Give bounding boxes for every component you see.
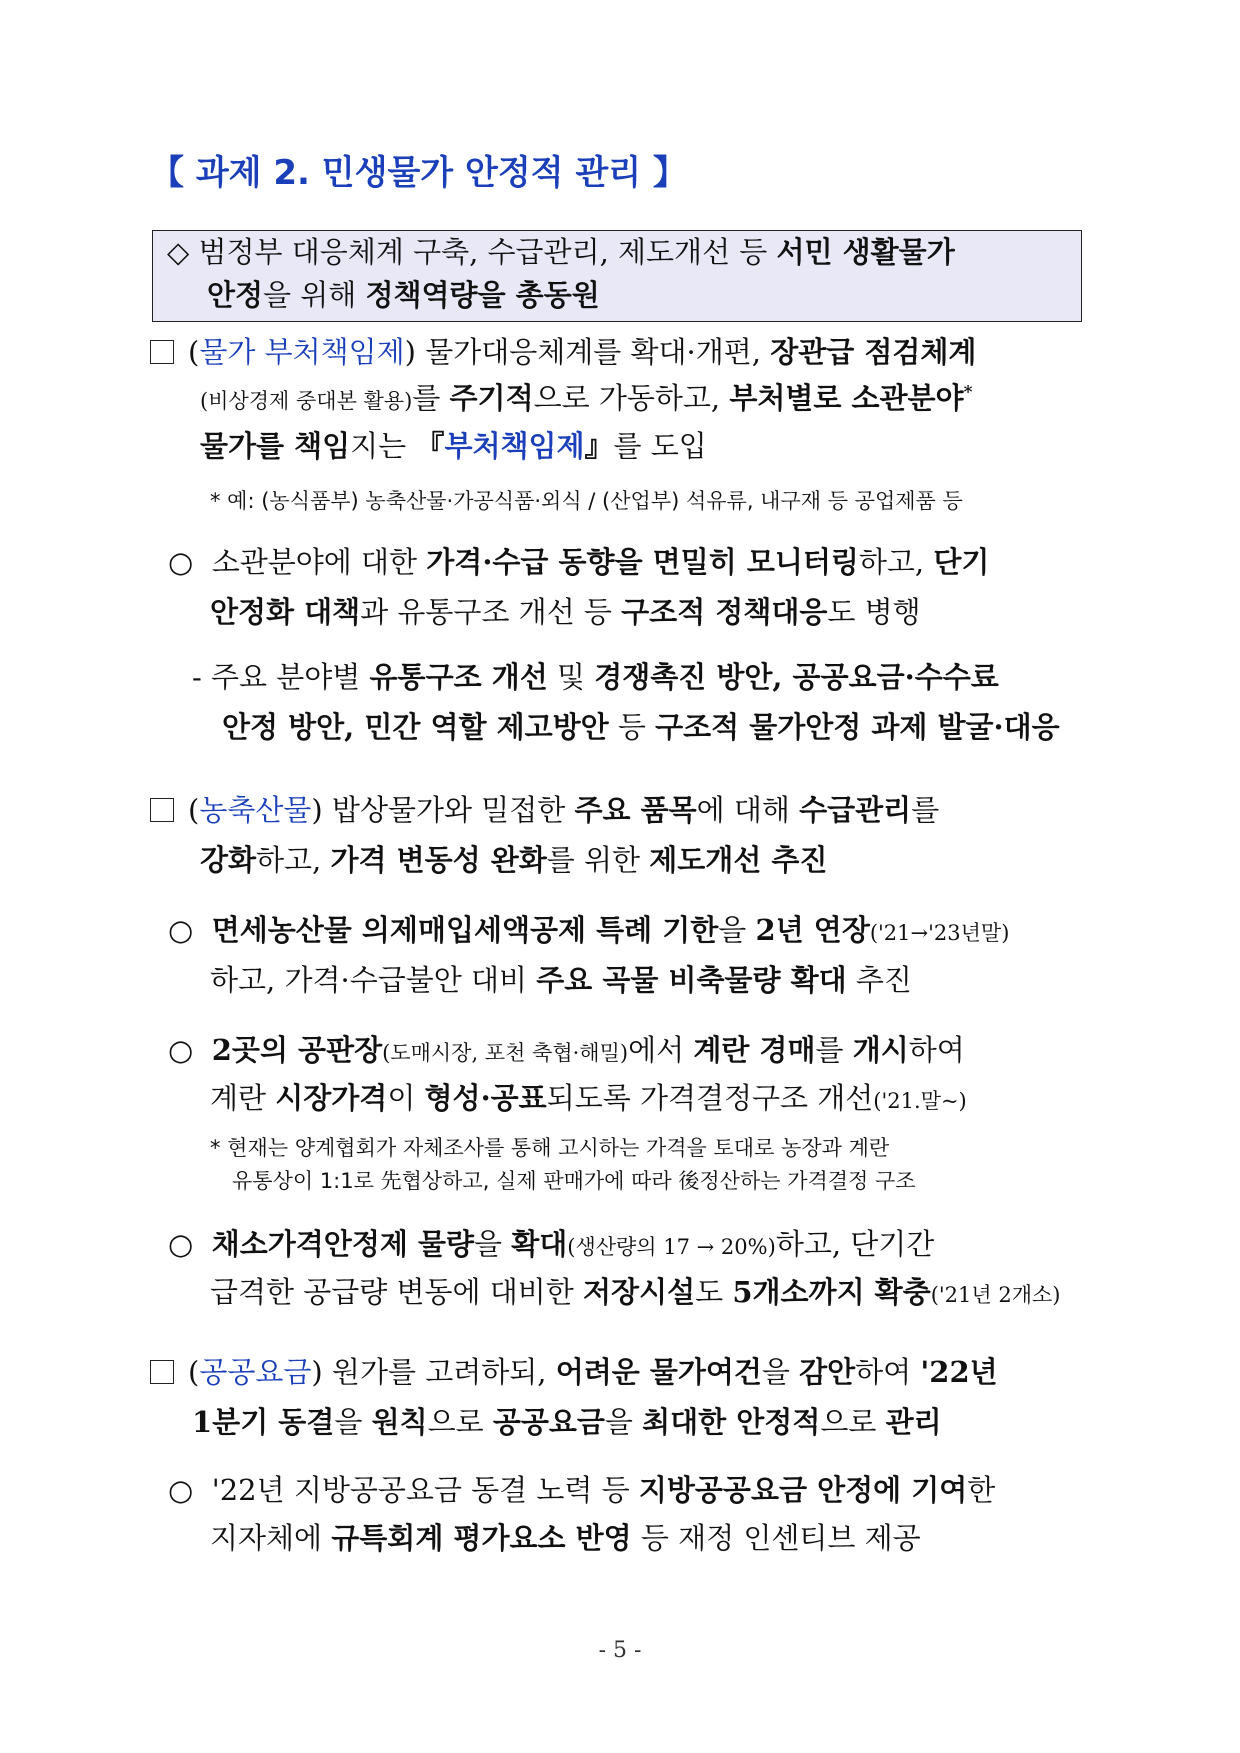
summary-line-1: ◇ 범정부 대응체계 구축, 수급관리, 제도개선 등 서민 생활물가 [167, 235, 955, 269]
circle-bullet-icon: ○ [168, 1227, 194, 1261]
dash-bullet-icon: - [192, 660, 202, 694]
summary-line-2: 안정을 위해 정책역량을 총동원 [207, 278, 600, 312]
dash-item-line-2: 안정 방안, 민간 역할 제고방안 등 구조적 물가안정 과제 발굴·대응 [222, 710, 1060, 744]
circle-item-line-2: 계란 시장가격이 형성·공표되도록 가격결정구조 개선('21.말~) [210, 1081, 967, 1115]
footnote: 유통상이 1:1로 先협상하고, 실제 판매가에 따라 後정산하는 가격결정 구조 [232, 1169, 916, 1193]
checkbox-square-icon [150, 798, 174, 822]
circle-item-line-2: 하고, 가격·수급불안 대비 주요 곡물 비축물량 확대 추진 [210, 963, 912, 997]
section-1-line-3: 물가를 책임지는 『부처책임제』를 도입 [200, 429, 707, 463]
section-tag: 농축산물 [199, 793, 312, 827]
footnote: * 예: (농식품부) 농축산물·가공식품·외식 / (산업부) 석유류, 내구재 등 공업제품 등 [210, 489, 963, 513]
circle-bullet-icon: ○ [168, 1473, 194, 1507]
section-1-line-1: (물가 부처책임제) 물가대응체계를 확대·개편, 장관급 점검체계 [150, 330, 976, 371]
summary-box [152, 230, 1082, 322]
page-title: 【 과제 2. 민생물가 안정적 관리 】 [150, 153, 687, 193]
circle-item-line-1: ○ '22년 지방공공요금 동결 노력 등 지방공공요금 안정에 기여한 [168, 1473, 996, 1507]
section-2-line-2: 강화하고, 가격 변동성 완화를 위한 제도개선 추진 [200, 843, 828, 877]
circle-bullet-icon: ○ [168, 1033, 194, 1067]
circle-item-line-2: 급격한 공급량 변동에 대비한 저장시설도 5개소까지 확충('21년 2개소) [210, 1275, 1061, 1309]
section-3-line-1: (공공요금) 원가를 고려하되, 어려운 물가여건을 감안하여 '22년 [150, 1350, 998, 1391]
footnote: * 현재는 양계협회가 자체조사를 통해 고시하는 가격을 토대로 농장과 계란 [210, 1136, 890, 1160]
section-2-line-1: (농축산물) 밥상물가와 밀접한 주요 품목에 대해 수급관리를 [150, 788, 939, 829]
circle-item-line-1: ○ 채소가격안정제 물량을 확대(생산량의 17 → 20%)하고, 단기간 [168, 1227, 935, 1261]
circle-item-line-1: ○ 면세농산물 의제매입세액공제 특례 기한을 2년 연장('21→'23년말) [168, 913, 1010, 947]
section-tag: 물가 부처책임제 [199, 335, 405, 369]
circle-bullet-icon: ○ [168, 545, 194, 579]
diamond-bullet-icon: ◇ [167, 235, 190, 269]
dash-item-line-1: - 주요 분야별 유통구조 개선 및 경쟁촉진 방안, 공공요금·수수료 [192, 660, 999, 694]
circle-item-line-2: 안정화 대책과 유통구조 개선 등 구조적 정책대응도 병행 [210, 595, 921, 629]
section-1-line-2: (비상경제 중대본 활용)를 주기적으로 가동하고, 부처별로 소관분야* [200, 381, 973, 415]
circle-item-line-1: ○ 소관분야에 대한 가격·수급 동향을 면밀히 모니터링하고, 단기 [168, 545, 990, 579]
section-tag: 공공요금 [199, 1355, 312, 1389]
checkbox-square-icon [150, 340, 174, 364]
circle-bullet-icon: ○ [168, 913, 194, 947]
section-3-line-2: 1분기 동결을 원칙으로 공공요금을 최대한 안정적으로 관리 [192, 1405, 942, 1439]
circle-item-line-1: ○ 2곳의 공판장(도매시장, 포천 축협·해밀)에서 계란 경매를 개시하여 [168, 1033, 965, 1067]
checkbox-square-icon [150, 1360, 174, 1384]
page-number: - 5 - [598, 1638, 642, 1663]
circle-item-line-2: 지자체에 규특회계 평가요소 반영 등 재정 인센티브 제공 [210, 1521, 921, 1555]
